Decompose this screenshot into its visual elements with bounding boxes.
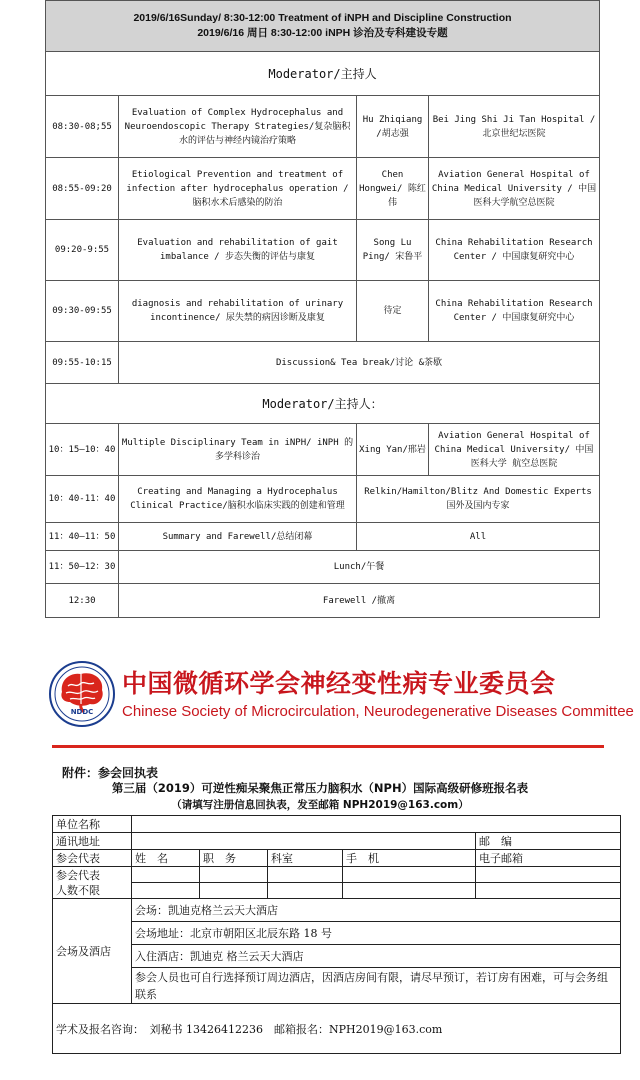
session-time: 09:30-09:55: [46, 281, 119, 342]
session-topic: diagnosis and rehabilitation of urinary incontinence/ 尿失禁的病因诊断及康复: [119, 281, 357, 342]
address-label: 通讯地址: [53, 833, 132, 850]
header-en: 2019/6/16Sunday/ 8:30-12:00 Treatment of iNPH and Discipline Construction: [133, 12, 512, 24]
rep-cell[interactable]: [200, 883, 268, 899]
session-institution: China Rehabilitation Research Center / 中国康复研究中心: [429, 281, 600, 342]
session-institution: China Rehabilitation Research Center / 中国康复研究中心: [429, 220, 600, 281]
session-institution: Aviation General Hospital of China Medical University / 中国医科大学航空总医院: [429, 158, 600, 220]
registration-form: [52, 815, 621, 1054]
farewell-time: 12:30: [46, 584, 119, 618]
rep-cell[interactable]: [132, 867, 200, 883]
rep2-line2: 人数不限: [56, 883, 100, 897]
moderator-row: Moderator/主持人：: [46, 384, 600, 424]
break-time: 09:55-10:15: [46, 342, 119, 384]
venue-label: 会场及酒店: [53, 899, 132, 1004]
venue-row: 会场：凯迪克格兰云天大酒店: [132, 899, 621, 922]
rep-cell[interactable]: [268, 883, 343, 899]
farewell-label: Farewell /撤离: [119, 584, 600, 618]
session-institution: Bei Jing Shi Ji Tan Hospital / 北京世纪坛医院: [429, 96, 600, 158]
rep-cell[interactable]: [268, 867, 343, 883]
unit-label: 单位名称: [53, 816, 132, 833]
session-topic: Creating and Managing a Hydrocephalus Clinical Practice/脑积水临床实践的创建和管理: [119, 476, 357, 523]
session-speaker: Song Lu Ping/ 宋鲁平: [357, 220, 429, 281]
committee-name-en: Chinese Society of Microcirculation, Neurodegenerative Diseases Committee: [122, 703, 634, 720]
summary-time: 11：40—11：50: [46, 523, 119, 551]
col-name: 姓 名: [132, 850, 200, 867]
col-dept: 科室: [268, 850, 343, 867]
session-time: 08:30-08;55: [46, 96, 119, 158]
rep-cell[interactable]: [132, 883, 200, 899]
red-divider: [52, 745, 604, 748]
rep-cell[interactable]: [200, 867, 268, 883]
col-title: 职 务: [200, 850, 268, 867]
session-speaker: Relkin/Hamilton/Blitz And Domestic Experts 国外及国内专家: [357, 476, 600, 523]
rep-cell[interactable]: [343, 883, 476, 899]
rep2-line1: 参会代表: [56, 868, 100, 882]
session-speaker: Hu Zhiqiang /胡志强: [357, 96, 429, 158]
rep-cell[interactable]: [476, 883, 621, 899]
venue-row: 会场地址：北京市朝阳区北辰东路 18 号: [132, 922, 621, 945]
session-speaker: 待定: [357, 281, 429, 342]
attachment-label: 附件：参会回执表: [62, 766, 159, 780]
unit-field[interactable]: [132, 816, 621, 833]
lunch-label: Lunch/午餐: [119, 551, 600, 584]
session-institution: Aviation General Hospital of China Medical University/ 中国医科大学 航空总医院: [429, 424, 600, 476]
session-time: 10：15—10：40: [46, 424, 119, 476]
rep-cell[interactable]: [476, 867, 621, 883]
session-speaker: Chen Hongwei/ 陈红伟: [357, 158, 429, 220]
header-cn: 2019/6/16 周日 8:30-12:00 iNPH 诊治及专科建设专题: [197, 27, 448, 39]
logo-badge: NDDC: [70, 708, 94, 716]
venue-row: 入住酒店：凯迪克 格兰云天大酒店: [132, 945, 621, 968]
rep-cell[interactable]: [343, 867, 476, 883]
col-email: 电子邮箱: [476, 850, 621, 867]
form-title: 第三届（2019）可逆性痴呆聚焦正常压力脑积水（NPH）国际高级研修班报名表: [111, 781, 529, 795]
schedule-header: [46, 1, 600, 52]
schedule-table: [45, 0, 600, 618]
nddc-logo-icon: [48, 660, 116, 728]
lunch-time: 11：50—12：30: [46, 551, 119, 584]
session-time: 08:55-09:20: [46, 158, 119, 220]
postcode-label: 邮 编: [476, 833, 621, 850]
address-field[interactable]: [132, 833, 476, 850]
session-time: 10：40-11：40: [46, 476, 119, 523]
rep2-label: [53, 867, 132, 899]
session-topic: Etiological Prevention and treatment of infection after hydrocephalus operation / 脑积水术后感染的防治: [119, 158, 357, 220]
session-topic: Evaluation and rehabilitation of gait imbalance / 步态失衡的评估与康复: [119, 220, 357, 281]
committee-name-cn: 中国微循环学会神经变性病专业委员会: [122, 669, 556, 698]
moderator-row: Moderator/主持人: [46, 52, 600, 96]
session-topic: Multiple Disciplinary Team in iNPH/ iNPH 的多学科诊治: [119, 424, 357, 476]
form-subtitle: （请填写注册信息回执表，发至邮箱 NPH2019@163.com）: [171, 799, 469, 811]
rep-label: 参会代表: [53, 850, 132, 867]
summary-label: Summary and Farewell/总结闭幕: [119, 523, 357, 551]
col-phone: 手 机: [343, 850, 476, 867]
session-topic: Evaluation of Complex Hydrocephalus and Neuroendoscopic Therapy Strategies/复杂脑积水的评估与神经内镜治疗策略: [119, 96, 357, 158]
venue-row: 参会人员也可自行选择预订周边酒店，因酒店房间有限，请尽早预订，若订房有困难，可与会务组联系: [132, 968, 621, 1004]
committee-banner: [44, 658, 634, 748]
break-label: Discussion& Tea break/讨论 &茶歇: [119, 342, 600, 384]
contact-row: 学术及报名咨询： 刘秘书 13426412236 邮箱报名：NPH2019@163.com: [53, 1004, 621, 1054]
session-speaker: Xing Yan/邢岩: [357, 424, 429, 476]
session-time: 09:20-9:55: [46, 220, 119, 281]
summary-who: All: [357, 523, 600, 551]
